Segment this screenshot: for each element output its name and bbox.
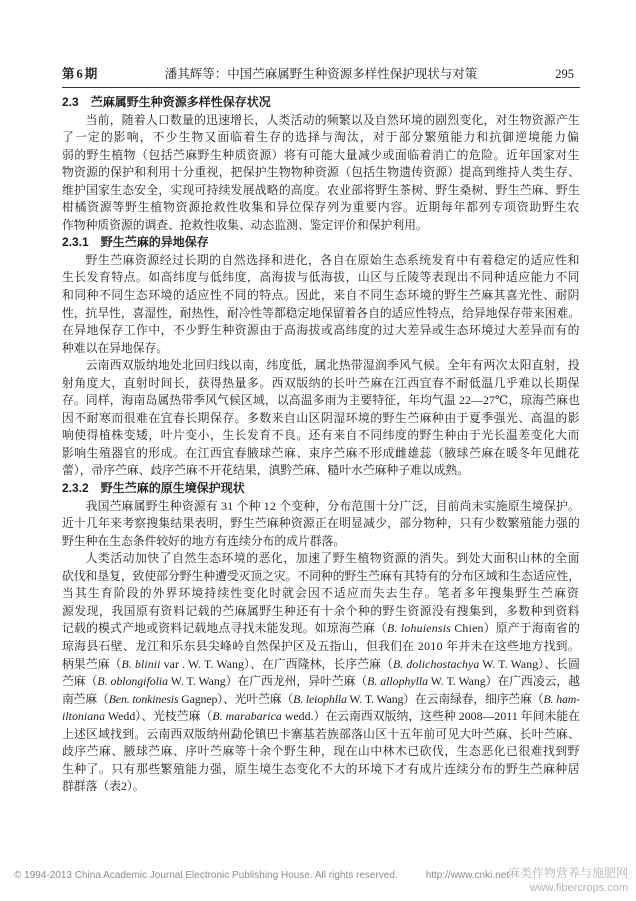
line-text: 维护国家生态安全，实现可持续发展战略的高度。农业部将野生茶树、野生桑树、野生苎麻、野生: [62, 182, 580, 197]
line-text: 柑橘资源等野生植物资源抢救性收集和异位保存列为重要内容。近期每年都列专项资助野生农: [62, 200, 580, 215]
line-text: 云南西双版纳地处北回归线以南，纬度低，属北热带湿润季风气候。全年有两次太阳直射，投: [85, 358, 580, 373]
text-line: [62, 726, 580, 744]
line-text: 生种了。只有那些繁殖能力强，原生境生态变化不大的环境下才有成片连续分布的野生苎麻种居: [62, 761, 580, 776]
text-segment: 柄果苎麻（: [62, 656, 122, 671]
section-heading: [62, 94, 580, 112]
line-text: 琼海县石壁、龙江和乐东县尖峰岭自然保护区及五指山，但我们在 2010 年并未在这些地方找到。: [62, 638, 580, 653]
footer-copyright: © 1994-2013 China Academic Journal Electronic Publishing House. All rights reserved.: [14, 870, 398, 881]
line-text: 在异地保存工作中，不少野生种资源由于高海拔或高纬度的过大差异或生态环境过大差异而有的: [62, 323, 580, 338]
line-text: 近十几年来考察搜集结果表明，野生苎麻种资源正在明显减少，部分物种，只有少数繁殖能力强的: [62, 516, 580, 531]
line-text: 因不耐寒而很难在宜春长期保存。多数来自山区阴湿环境的野生苎麻种由于夏季强光、高温的影: [62, 410, 580, 425]
text-line: [62, 515, 580, 533]
text-segment: Wedd）、光枝苎麻（: [105, 709, 213, 724]
line-text: 野生苎麻资源经过长期的自然选择和进化，各自在原始生态系统发育中有着稳定的适应性和: [85, 252, 580, 267]
text-line: [62, 498, 580, 516]
line-text: [62, 656, 580, 674]
latin-species-name: Ben. tonkinesis: [108, 691, 179, 706]
section-number: 2.3.1: [62, 235, 89, 250]
line-text: 源发现，我国原有资料记载的苎麻属野生种还有十余个种的野生资源没有搜集到，多数种到资料: [62, 603, 580, 618]
line-text: 砍伐和垦复，致使部分野生种遭受灭顶之灾。不同种的野生苎麻有其特有的分布区域和生态适应性，: [62, 568, 580, 583]
text-line: [62, 533, 580, 551]
section-title: 野生苎麻的原生境保护现状: [100, 481, 245, 496]
text-line: [62, 340, 580, 358]
text-segment: var . W. T. Wang）、在广西隆林，长序苎麻（: [160, 656, 393, 671]
text-line: [62, 445, 580, 463]
paragraph: [62, 112, 580, 235]
text-segment: W. T. Wang）在广西龙州，异叶苎麻（: [168, 674, 368, 689]
text-line: [62, 743, 580, 761]
text-segment: Chien）原产于海南省的: [451, 621, 580, 636]
text-segment: 南苎麻（: [62, 691, 109, 706]
line-text: [62, 708, 580, 726]
text-line: [62, 427, 580, 445]
line-text: 当其生育阶段的外界环境持续性变化时就会因不适应而失去生存。笔者多年搜集野生苎麻资: [62, 586, 580, 601]
section-title: 苎麻属野生种资源多样性保存状况: [90, 95, 271, 109]
line-text: 和同种不同生态环境的适应性不同的特点。因此，来自不同生态环境的野生苎麻其喜光性、耐阴: [62, 288, 580, 303]
watermark: [508, 866, 628, 896]
line-text: 群群落（表2）。: [62, 779, 145, 794]
text-line: [62, 620, 580, 638]
text-line: [62, 147, 580, 165]
section-number: 2.3.2: [62, 481, 89, 496]
paragraph: [62, 357, 580, 480]
latin-species-name: B. lohuiensis: [387, 621, 452, 636]
line-text: 响使得植株变矮，叶片变小，生长发育不良。还有来自不同纬度的野生种由于光长温差变化大而: [62, 428, 580, 443]
article-body: [62, 94, 580, 796]
section-heading: [62, 480, 580, 498]
text-line: [62, 252, 580, 270]
line-text: 当前，随着人口数量的迅速增长，人类活动的频繁以及自然环境的剧烈变化，对生物资源产生: [85, 112, 580, 127]
text-line: [62, 392, 580, 410]
text-segment: wedd.）在云南西双版纳，这些种 2008—2011 年间未能在: [281, 709, 581, 724]
text-line: [62, 217, 580, 235]
line-text: 蕾），帚序苎麻、歧序苎麻不开花结果，滇黔苎麻、糙叶水苎麻种子难以成熟。: [62, 463, 469, 478]
line-text: 射角度大，直射时间长，获得热量多。西双版纳的长叶苎麻在江西宜春不耐低温几乎难以长期保: [62, 375, 580, 390]
text-segment: W. T. Wang）在广西凌云，越: [428, 674, 580, 689]
text-line: [62, 603, 580, 621]
text-segment: W. T. Wang）在云南绿春，细序苎麻（: [346, 691, 544, 706]
text-segment: 苎麻（: [62, 674, 98, 689]
latin-species-name: B. oblongifolia: [97, 674, 169, 689]
line-text: 影响生殖器官的形成。在江西宜春腋球苎麻、束序苎麻不形成雌雄蕊（腋球苎麻在暖冬年见雌花: [62, 445, 580, 460]
latin-species-name: B. dolichostachya: [392, 656, 480, 671]
text-line: [62, 287, 580, 305]
text-line: [62, 269, 580, 287]
latin-species-name: iltoniana: [62, 709, 106, 724]
text-line: [62, 357, 580, 375]
section-title: 野生苎麻的异地保存: [100, 235, 209, 250]
text-line: [62, 305, 580, 323]
line-text: 人类活动加快了自然生态环境的恶化，加速了野生植物资源的消失。到处大面积山林的全面: [85, 551, 580, 566]
line-text: 歧序苎麻、腋球苎麻、序叶苎麻等十余个野生种，现在山中林木已砍伐，生态恶化已很难找到野: [62, 744, 580, 759]
text-line: [62, 673, 580, 691]
text-line: [62, 568, 580, 586]
running-title: 潘其辉等：中国苎麻属野生种资源多样性保护现状与对策: [164, 67, 478, 81]
text-line: [62, 778, 580, 796]
latin-species-name: B. blinii: [121, 656, 161, 671]
paragraph: [62, 550, 580, 796]
line-text: 上述区域找到。云南西双版纳州勐伦镇巴卡寨基若族部落山区十五年前可见大叶苎麻、长叶苎麻、: [62, 726, 580, 741]
page-number: 295: [555, 67, 574, 81]
line-text: [62, 691, 580, 709]
text-segment: 记载的模式产地或资料记载地点寻找未能发现。如琼海苎麻（: [62, 621, 388, 636]
text-line: [62, 761, 580, 779]
text-segment: W. T. Wang）、长圆: [479, 656, 581, 671]
line-text: 野生种在生态条件较好的地方有连续分布的成片群落。: [62, 533, 346, 548]
text-line: [62, 656, 580, 674]
text-line: [62, 410, 580, 428]
text-line: [62, 199, 580, 217]
issue-number: 第6期: [62, 67, 100, 81]
paragraph: [62, 252, 580, 357]
line-text: 了一定的影响，不少生物又面临着生存的选择与淘汰，对于部分繁殖能力和抗御逆境能力偏: [62, 130, 580, 145]
line-text: 我国苎麻属野生种资源有 31 个种 12 个变种，分布范围十分广泛，目前尚未实施原生境保护。: [85, 498, 580, 513]
text-line: [62, 638, 580, 656]
header-rule: [62, 87, 580, 88]
text-segment: Gagnep）、光叶苎麻（: [178, 691, 294, 706]
text-line: [62, 112, 580, 130]
line-text: 性，抗旱性，喜湿性，耐热性，耐冷性等都稳定地保留着各自的适应性特点，给异地保存带来困难。: [62, 305, 580, 320]
line-text: [62, 673, 580, 691]
text-line: [62, 322, 580, 340]
text-line: [62, 375, 580, 393]
text-line: [62, 462, 580, 480]
paragraph: [62, 498, 580, 551]
watermark-url: www.fibercrops.com: [529, 882, 628, 894]
line-text: 生长发育特点。如高纬度与低纬度，高海拔与低海拔，山区与丘陵等表现出不同种适应能力不同: [62, 270, 580, 285]
section-heading: [62, 234, 580, 252]
line-text: [62, 620, 580, 638]
text-line: [62, 691, 580, 709]
latin-species-name: B. allophylla: [367, 674, 429, 689]
latin-species-name: B. ham-: [543, 691, 580, 706]
section-number: 2.3: [62, 95, 79, 109]
text-line: [62, 708, 580, 726]
text-line: [62, 129, 580, 147]
line-text: 作物种质资源的调查、抢救性收集、动态监测、鉴定评价和保护利用。: [62, 217, 428, 232]
line-text: 物资源的保护和利用十分重视，把保护生物物种资源（包括生物遗传资源）提高到维持人类生存、: [62, 165, 580, 180]
text-line: [62, 585, 580, 603]
latin-species-name: B. leiophlla: [293, 691, 347, 706]
line-text: 种难以在异地保存。: [62, 340, 169, 355]
text-line: [62, 182, 580, 200]
page-header: [62, 64, 580, 84]
page-footer: [14, 869, 509, 883]
line-text: 弱的野生植物（包括苎麻野生种质资源）将有可能大量减少或面临着消亡的危险。近年国家对生: [62, 147, 580, 162]
text-line: [62, 164, 580, 182]
watermark-text: 麻类作物营养与施肥网: [507, 866, 628, 880]
latin-species-name: B. marabarica: [212, 709, 282, 724]
text-line: [62, 550, 580, 568]
line-text: 存。同样，海南岛属热带季风气候区域，以高温多雨为主要特征，年均气温 22—27℃，琼海苎麻也: [62, 393, 580, 408]
footer-url: http://www.cnki.net: [425, 870, 510, 881]
